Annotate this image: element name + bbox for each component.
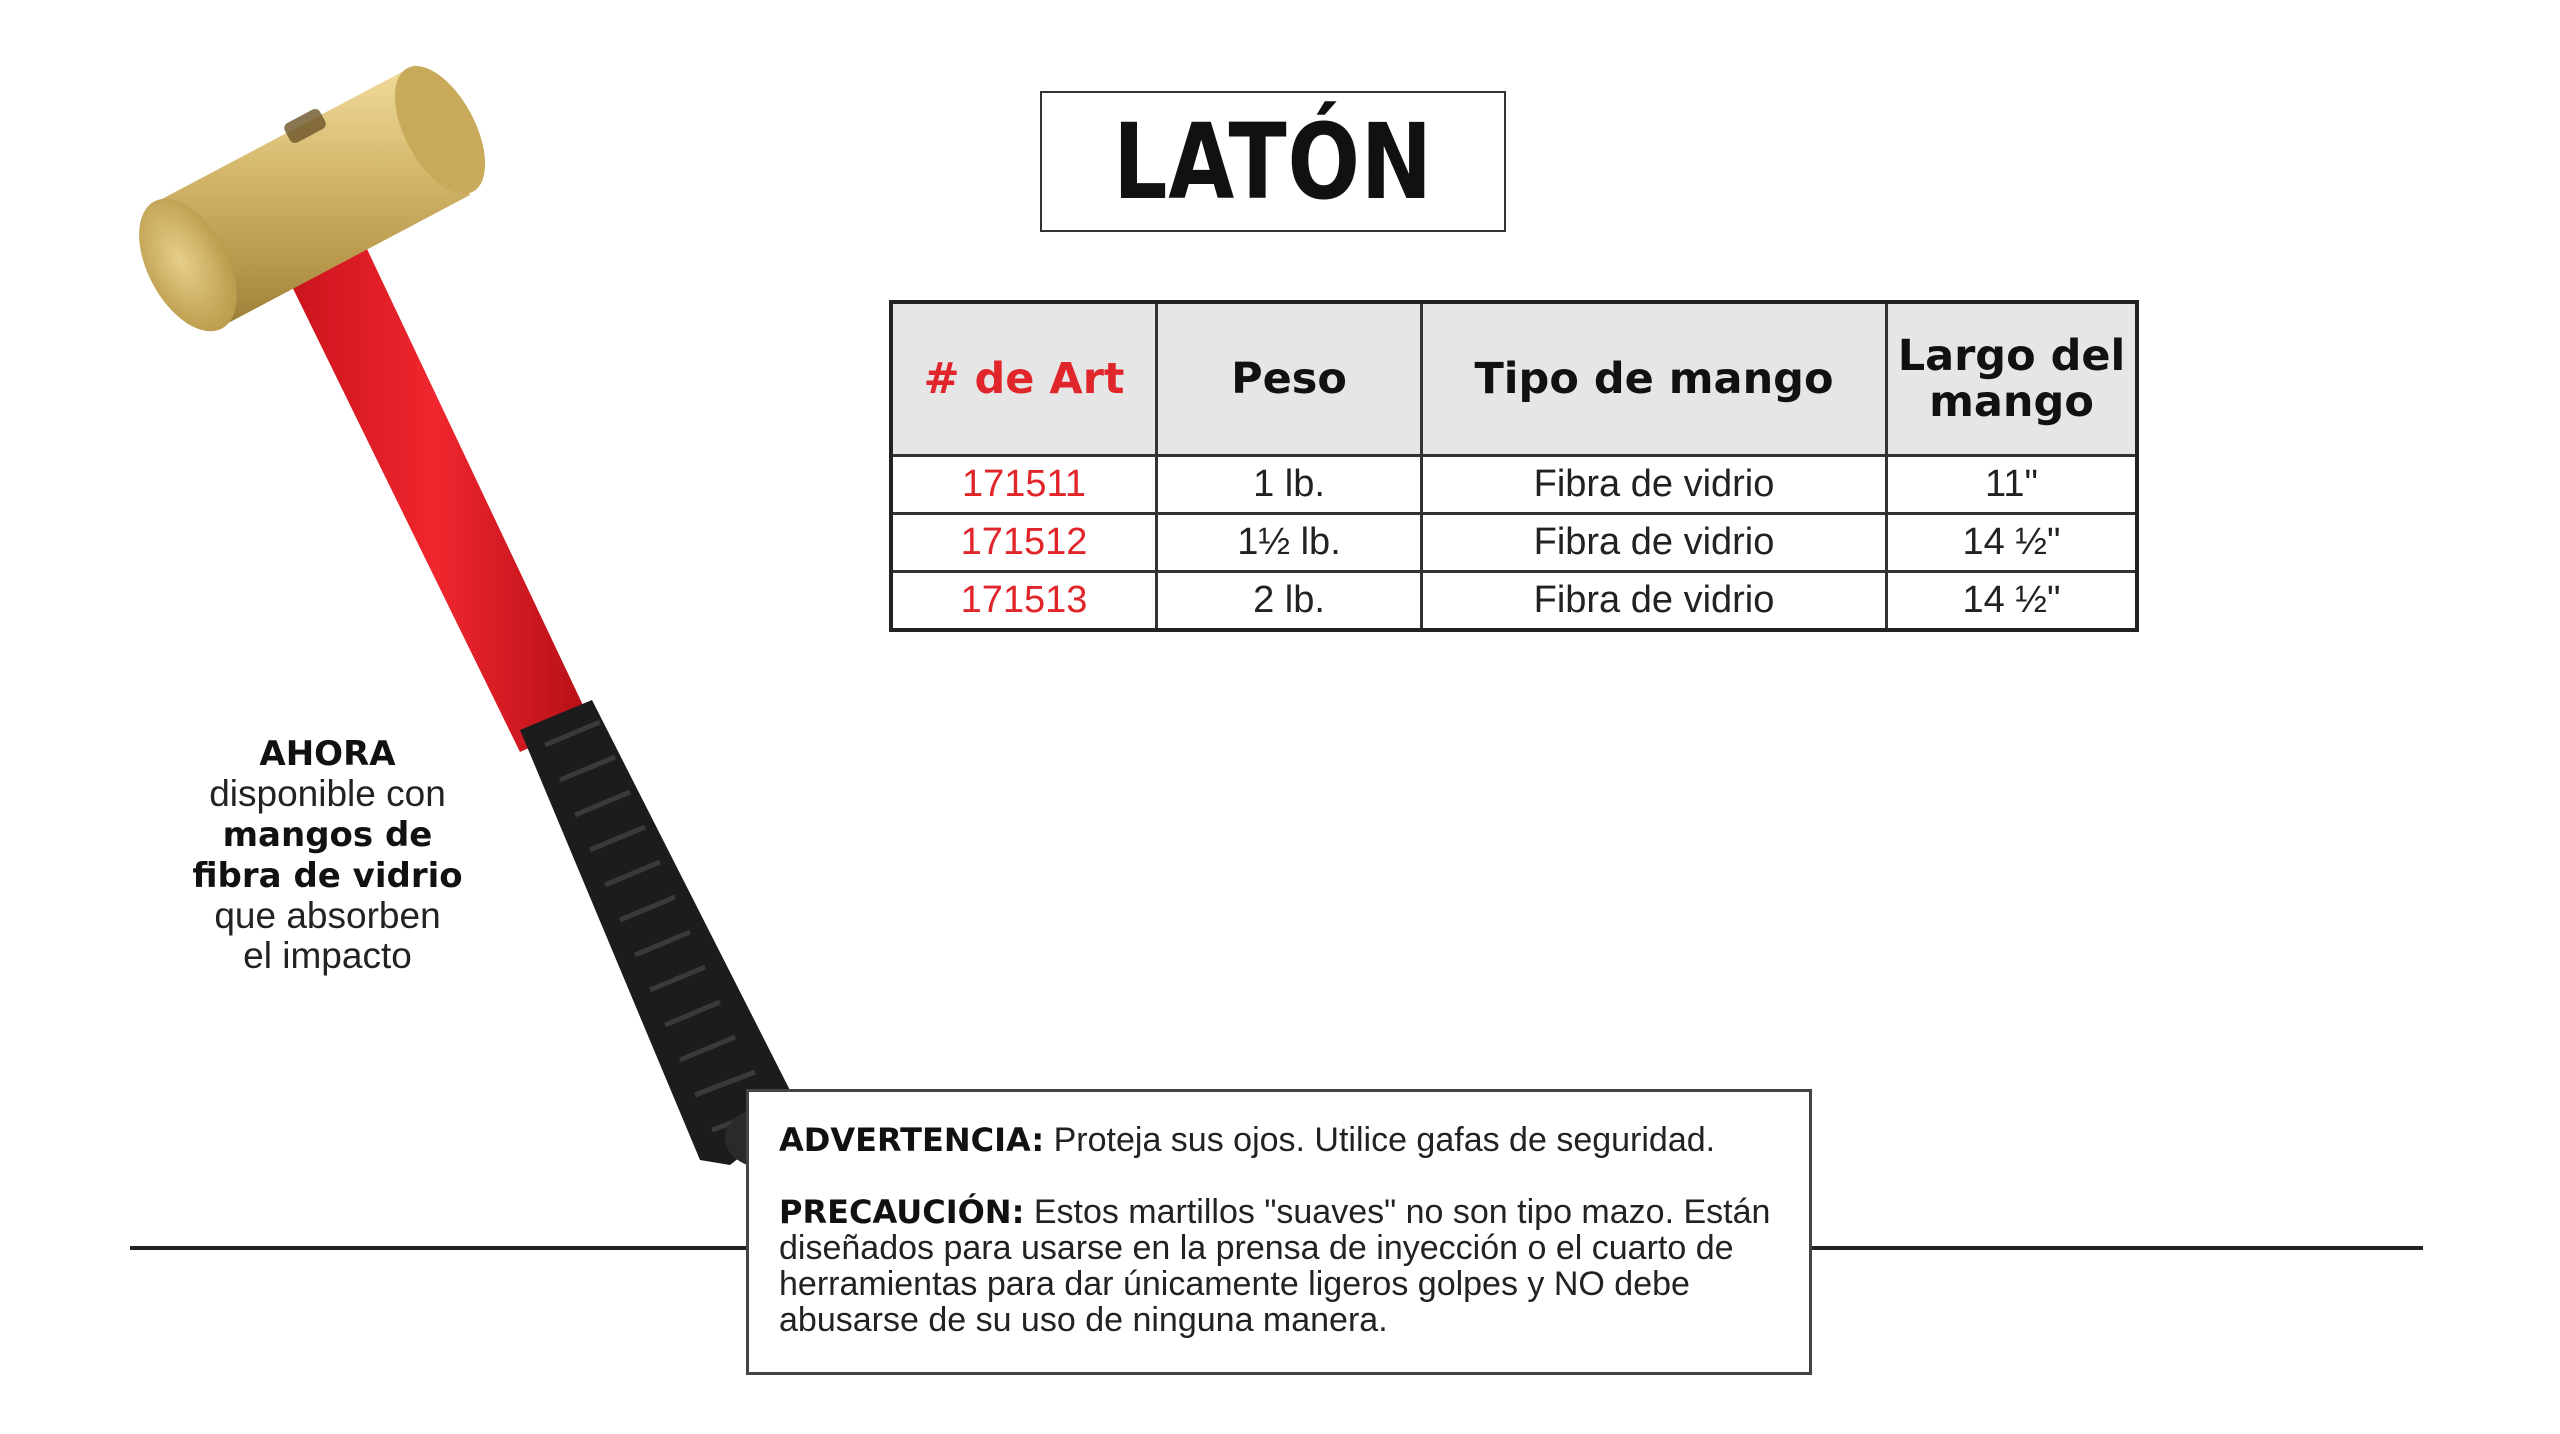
weight-cell: 1½ lb. [1157, 514, 1422, 572]
spec-table [889, 300, 2139, 632]
header-weight: Peso [1157, 302, 1422, 456]
table-header-row [891, 302, 2137, 456]
header-handle-length: Largo del mango [1887, 302, 2138, 456]
header-art-number: # de Art [891, 302, 1157, 456]
caution-label: PRECAUCIÓN: [779, 1193, 1025, 1231]
table-row [891, 456, 2137, 514]
art-number-cell: 171511 [891, 456, 1157, 514]
caution-text: Estos martillos "suaves" no son tipo mazo. Están diseñados para usarse en la prensa de inyección o el cuarto de herramientas para dar únicamente ligeros golpes y NO debe abusarse de su uso de ninguna manera. [779, 1193, 1771, 1339]
title-box [1040, 91, 1506, 232]
warning-text: Proteja sus ojos. Utilice gafas de seguridad. [1053, 1121, 1716, 1159]
handle-length-cell: 14 ½" [1887, 514, 2138, 572]
divider-left [130, 1246, 750, 1250]
handle-type-cell: Fibra de vidrio [1422, 456, 1887, 514]
promo-line-4: fibra de vidrio [192, 856, 463, 896]
art-number-cell: 171512 [891, 514, 1157, 572]
weight-cell: 1 lb. [1157, 456, 1422, 514]
table-row [891, 572, 2137, 631]
art-number-cell: 171513 [891, 572, 1157, 631]
promo-line-2: disponible con [209, 773, 446, 814]
handle-type-cell: Fibra de vidrio [1422, 514, 1887, 572]
promo-line-1: AHORA [259, 734, 396, 774]
promo-line-6: el impacto [243, 935, 412, 976]
page-title: LATÓN [1113, 100, 1433, 223]
divider-right [1811, 1246, 2423, 1250]
brass-hammer-image [0, 0, 900, 1200]
handle-type-cell: Fibra de vidrio [1422, 572, 1887, 631]
table-row [891, 514, 2137, 572]
caution-paragraph [779, 1194, 1783, 1338]
handle-length-cell: 11" [1887, 456, 2138, 514]
safety-notice-box [746, 1089, 1812, 1375]
promo-line-3: mangos de [222, 815, 433, 855]
handle-length-cell: 14 ½" [1887, 572, 2138, 631]
header-handle-type: Tipo de mango [1422, 302, 1887, 456]
warning-label: ADVERTENCIA: [779, 1121, 1045, 1159]
warning-paragraph [779, 1122, 1783, 1158]
promo-line-5: que absorben [214, 895, 441, 936]
hammer-handle [280, 230, 590, 752]
promo-text [150, 733, 505, 976]
weight-cell: 2 lb. [1157, 572, 1422, 631]
